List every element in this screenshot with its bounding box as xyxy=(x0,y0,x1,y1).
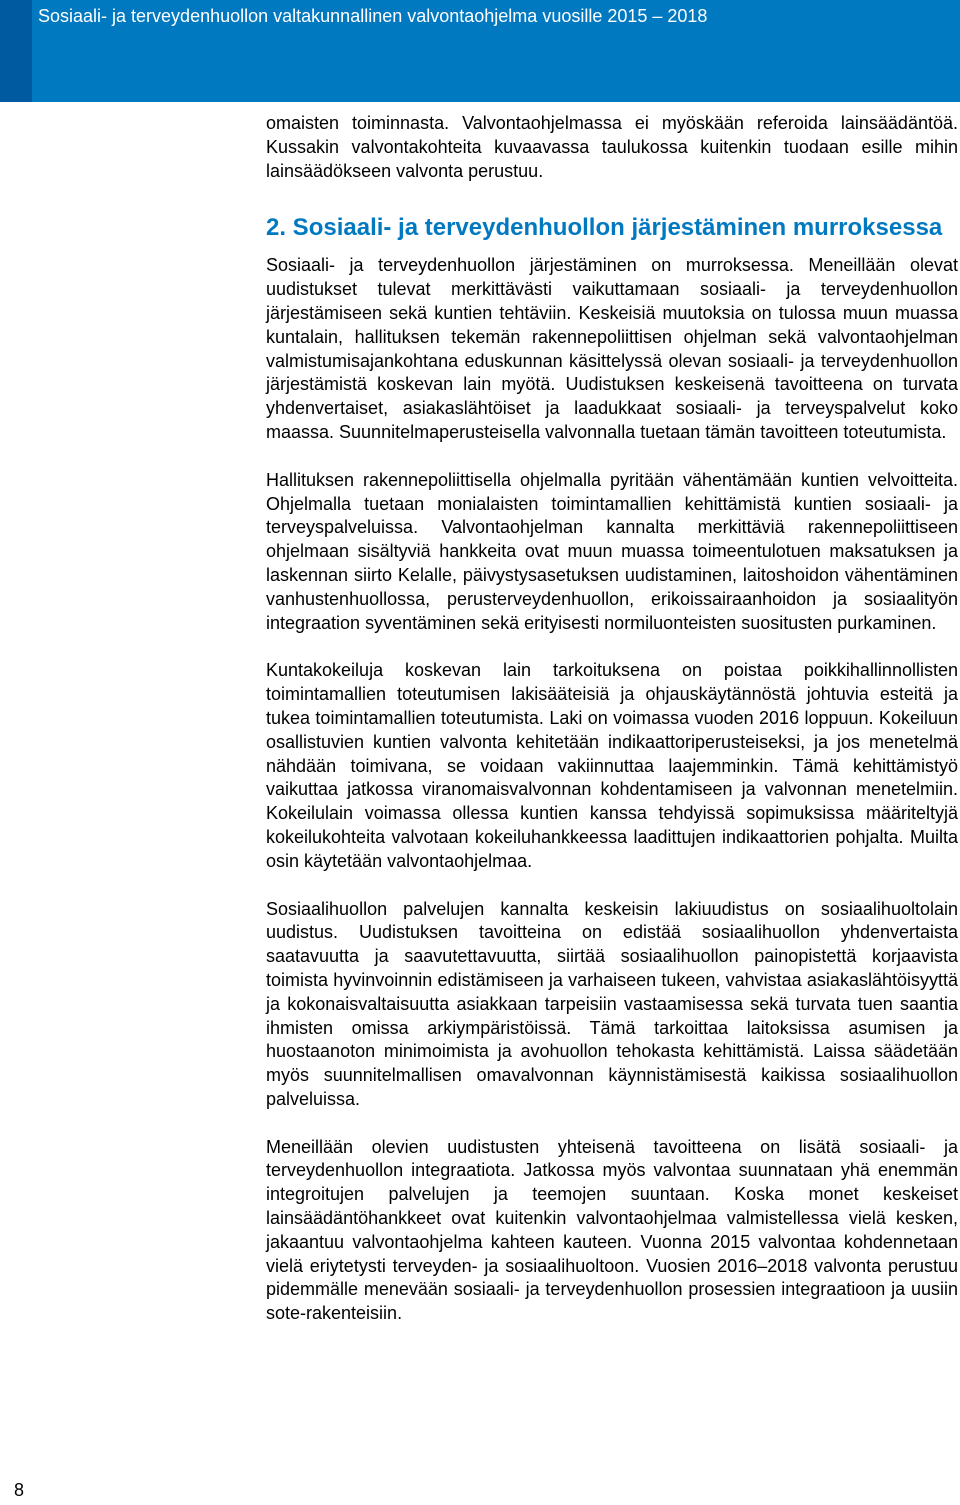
body-paragraph: Sosiaalihuollon palvelujen kannalta keskeisin lakiuudistus on sosiaalihuoltolain uudistus. Uudistuksen tavoitteina on edistää sosiaalihuollon yhdenvertaista saatavuutta ja saavutettavuutta, siirtää sosiaalihuollon painopistettä korjaavista toimista hyvinvoinnin edistämiseen ja varhaiseen tukeen, vahvistaa asiakaslähtöisyyttä ja kokonaisvaltaisuutta asiakkaan tarpeisiin vastaamisessa sekä turvata tuen saantia ihmisten omissa arkiympäristöissä. Tämä tarkoittaa laitoksissa asumisen ja huostaanoton minimoimista ja avohuollon tehokasta kehittämistä. Laissa säädetään myös suunnitelmallisen omavalvonnan käynnistämisestä kaikissa sosiaalihuollon palveluissa. xyxy=(266,898,958,1109)
body-paragraph: Sosiaali- ja terveydenhuollon järjestäminen on murroksessa. Meneillään olevat uudistukset tulevat merkittävästi vaikuttamaan sosiaali- ja terveydenhuollon järjestämiseen sekä kuntien tehtäviin. Keskeisiä muutoksia on tulossa muun muassa kuntalain, hallituksen tekemän rakennepoliittisen ohjelman sekä valvontaohjelman valmistumisajankohtana eduskunnan käsittelyssä olevan sosiaali- ja terveydenhuollon järjestämistä koskevan lain myötä. Uudistuksen keskeisenä tavoitteena on turvata yhdenvertaiset, asiakaslähtöiset ja laadukkaat sosiaali- ja terveyspalvelut koko maassa. Suunnitelmaperusteisella valvonnalla tuetaan tämän tavoitteen toteutumista. xyxy=(266,255,958,442)
header-band xyxy=(0,0,960,102)
body-paragraph: Kuntakokeiluja koskevan lain tarkoituksena on poistaa poikkihallinnollisten toimintamallien toteutumisen lakisääteisiä ja ohjauskäytännöstä johtuvia esteitä ja tukea toimintamallien toteutumista. Laki on voimassa vuoden 2016 loppuun. Kokeiluun osallistuvien kuntien valvonta kehitetään indikaattoriperusteiseksi, ja jos menetelmä nähdään toimivana, se voidaan vakiinnuttaa laajemminkin. Tämä kehittämistyö vaikuttaa jatkossa viranomaisvalvonnan kohdentamiseen ja valvonnan menetelmiin. Kokeilulain voimassa ollessa kuntien kanssa tehdyissä sopimuksissa määriteltyjä kokeilukohteita valvotaan kokeiluhankkeessa laadittujen indikaattorien pohjalta. Muilta osin käytetään valvontaohjelmaa. xyxy=(266,660,958,871)
body-paragraph: Meneillään olevien uudistusten yhteisenä tavoitteena on lisätä sosiaali- ja terveydenhuollon integraatiota. Jatkossa myös valvontaa suunnataan yhä enemmän integroitujen palvelujen ja teemojen suuntaan. Koska monet keskeiset lainsäädäntöhankkeet ovat kuitenkin valvontaohjelmaa valmistellessa vielä kesken, jakaantuu valvontaohjelma kahteen kauteen. Vuonna 2015 valvontaa kohdennetaan vielä eriytetysti terveyden- ja sosiaalihuoltoon. Vuosien 2016–2018 valvonta perustuu pidemmälle menevään sosiaali- ja terveydenhuollon prosessien integraatioon ja uusiin sote-rakenteisiin. xyxy=(266,1136,958,1324)
body-paragraph: omaisten toiminnasta. Valvontaohjelmassa ei myöskään referoida lainsäädäntöä. Kussakin valvontakohteita kuvaavassa taulukossa kuitenkin tuodaan esille mihin lainsäädökseen valvonta perustuu. xyxy=(266,113,958,181)
accent-bar xyxy=(0,0,32,102)
page-number: 8 xyxy=(14,1480,25,1500)
document-title: Sosiaali- ja terveydenhuollon valtakunnallinen valvontaohjelma vuosille 2015 – 2018 xyxy=(38,6,708,26)
body-paragraph: Hallituksen rakennepoliittisella ohjelmalla pyritään vähentämään kuntien velvoitteita. Ohjelmalla tuetaan monialaisten toimintamallien kehittämistä kuntien sosiaali- ja terveyspalveluissa. Valvontaohjelman kannalta merkittäviä rakennepoliittiseen ohjelmaan sisältyviä hankkeita ovat muun muassa toimeentulotuen maksatuksen ja laskennan siirto Kelalle, päivystysasetuksen uudistaminen, laitoshoidon vähentäminen vanhustenhuollossa, perusterveydenhuollon, erikoissairaanhoidon ja sosiaalityön integraation syventäminen sekä erityisesti normiluonteisten suositusten purkaminen. xyxy=(266,469,958,633)
section-heading: 2. Sosiaali- ja terveydenhuollon järjestäminen murroksessa xyxy=(266,214,943,242)
page-content xyxy=(266,112,958,1350)
